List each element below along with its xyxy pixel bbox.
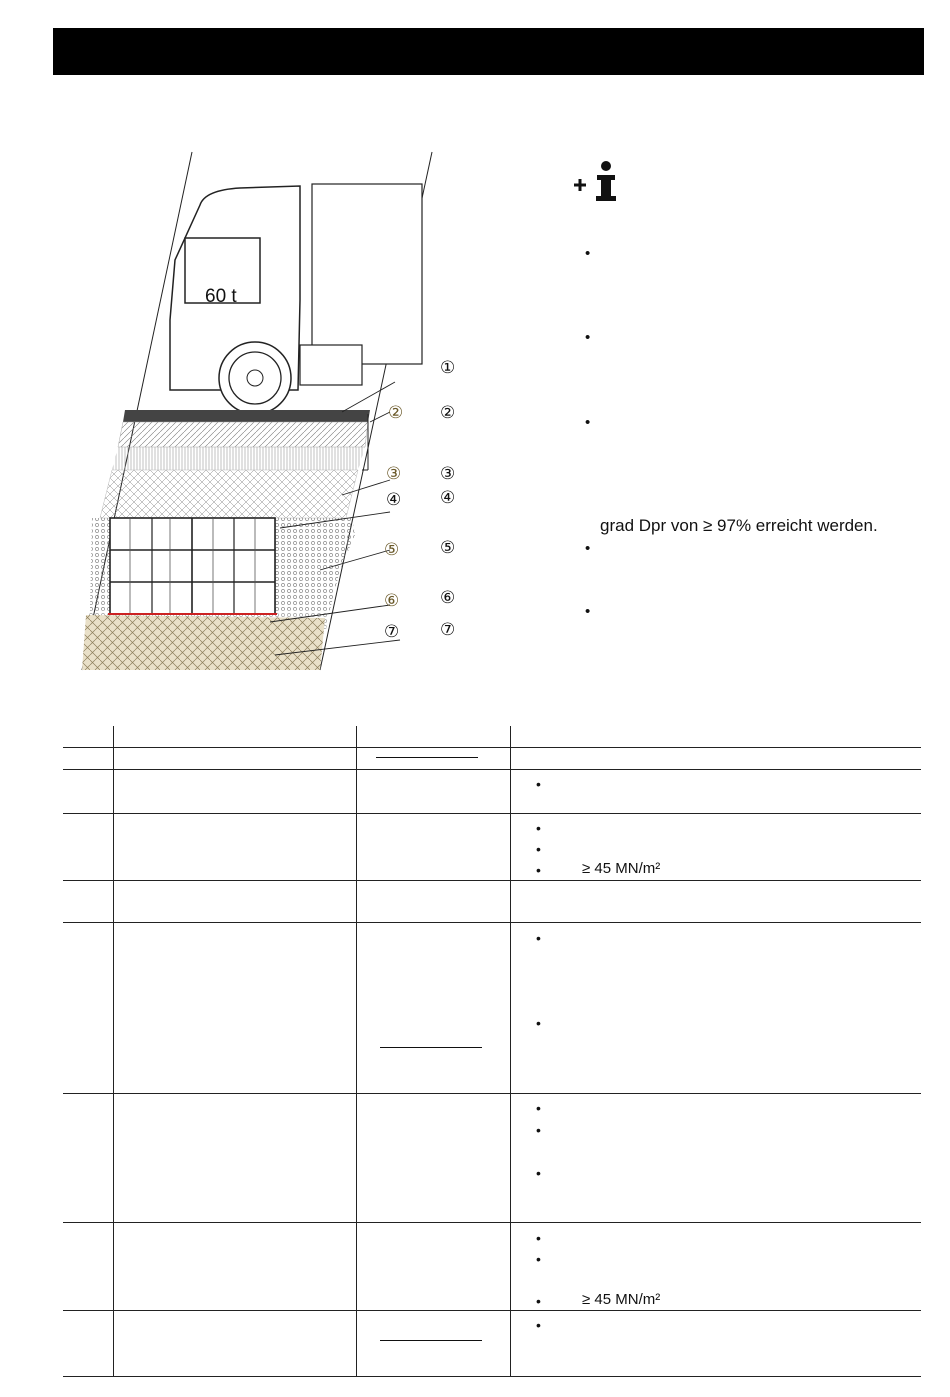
underline-2	[380, 1047, 482, 1048]
info-bullet-5: •	[585, 603, 591, 620]
info-bullet-1: •	[585, 245, 591, 262]
table-col-line-1	[113, 726, 114, 1376]
table-bullet: •	[536, 1165, 541, 1181]
table-row-line-2	[63, 813, 921, 814]
table-row-line-5	[63, 1093, 921, 1094]
load-label: 60 t	[205, 286, 237, 307]
table-row-line-4	[63, 922, 921, 923]
table-row-line-1	[63, 769, 921, 770]
table-bullet: •	[536, 1122, 541, 1138]
callout-right-7: ⑦	[440, 620, 456, 640]
row3-value: ≥ 45 MN/m²	[582, 860, 661, 877]
table-bullet: •	[536, 1293, 541, 1309]
cross-section-figure	[70, 150, 540, 680]
table-row-line-3	[63, 880, 921, 881]
table-bullet: •	[536, 1230, 541, 1246]
table-bullet: •	[536, 841, 541, 857]
table-bullet: •	[536, 1100, 541, 1116]
info-text-line: grad Dpr von ≥ 97% erreicht werden.	[600, 516, 878, 535]
callout-right-3: ③	[440, 464, 456, 484]
callout-left-4: ④	[386, 490, 402, 510]
cross-section-drawing	[70, 150, 540, 680]
crate-blocks	[108, 518, 277, 614]
callout-left-6: ⑥	[384, 591, 400, 611]
callout-left-3: ③	[386, 464, 402, 484]
table-bullet: •	[536, 1015, 541, 1031]
callout-right-5: ⑤	[440, 538, 456, 558]
info-bullet-4: •	[585, 540, 591, 557]
info-bullet-2: •	[585, 329, 591, 346]
table-bullet: •	[536, 862, 541, 878]
table-bullet: •	[536, 1251, 541, 1267]
underline-1	[376, 757, 478, 758]
table-row-line-6	[63, 1222, 921, 1223]
callout-right-4: ④	[440, 488, 456, 508]
underline-3	[380, 1340, 482, 1341]
row7-value: ≥ 45 MN/m²	[582, 1291, 661, 1308]
table-col-line-3	[510, 726, 511, 1376]
callout-right-6: ⑥	[440, 588, 456, 608]
callout-left-7: ⑦	[384, 622, 400, 642]
table-bullet: •	[536, 776, 541, 792]
callout-left-2: ②	[388, 403, 404, 423]
info-bullet-3: •	[585, 414, 591, 431]
callout-right-1: ①	[440, 358, 456, 378]
callout-right-2: ②	[440, 403, 456, 423]
header-bar	[53, 28, 924, 75]
table-row-line-7	[63, 1310, 921, 1311]
table-bullet: •	[536, 930, 541, 946]
callout-left-5: ⑤	[384, 540, 400, 560]
info-plus-icon	[572, 160, 620, 202]
table-header-line	[63, 747, 921, 748]
table-bullet: •	[536, 1317, 541, 1333]
table-bullet: •	[536, 820, 541, 836]
table-bottom-line	[63, 1376, 921, 1377]
table-col-line-2	[356, 726, 357, 1376]
